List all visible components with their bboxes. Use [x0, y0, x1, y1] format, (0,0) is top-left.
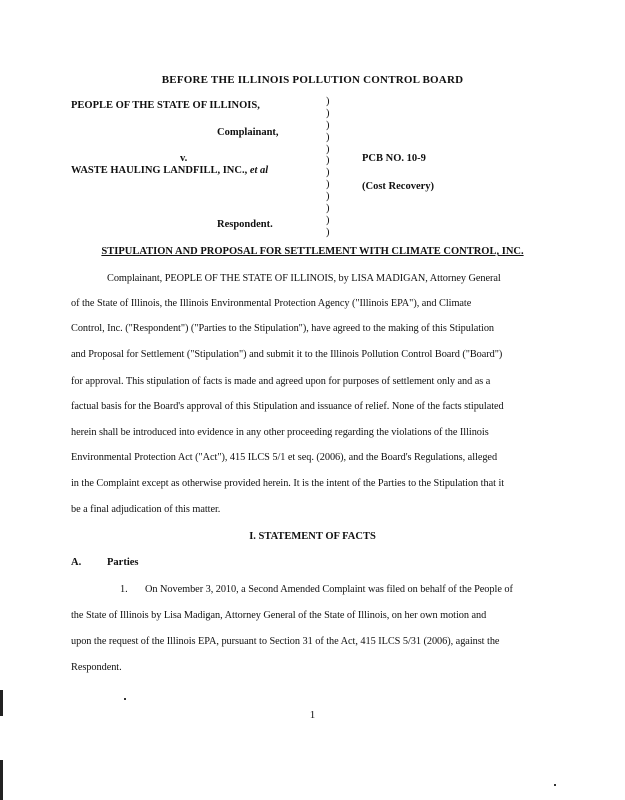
- caption-paren: ): [326, 191, 330, 203]
- intro-line: Control, Inc. ("Respondent") ("Parties to the Stipulation"), have agreed to the making of this Stipulation: [71, 323, 495, 334]
- paragraph-line: upon the request of the Illinois EPA, pursuant to Section 31 of the Act, 415 ILCS 5/31 (2006), against the: [71, 636, 500, 647]
- case-number: PCB NO. 10-9: [362, 153, 426, 164]
- subsection-letter: A.: [71, 557, 82, 568]
- caption-plaintiff: PEOPLE OF THE STATE OF ILLINOIS,: [71, 100, 260, 111]
- paragraph-line: On November 3, 2010, a Second Amended Complaint was filed on behalf of the People of: [145, 584, 513, 595]
- caption-paren: ): [326, 203, 330, 215]
- intro-line: Environmental Protection Act ("Act"), 415 ILCS 5/1 et seq. (2006), and the Board's Regulations, alleged: [71, 452, 498, 463]
- intro-line: of the State of Illinois, the Illinois Environmental Protection Agency ("Illinois EPA"), and Climate: [71, 298, 472, 309]
- intro-line: be a final adjudication of this matter.: [71, 504, 221, 515]
- caption-paren: ): [326, 96, 330, 107]
- caption-paren: ): [326, 143, 330, 155]
- caption-defendant: [71, 165, 268, 176]
- intro-line: factual basis for the Board's approval of this Stipulation and issuance of relief. None of the facts stipulated: [71, 401, 504, 412]
- caption-complainant-label: Complainant,: [217, 127, 279, 138]
- caption-paren: ): [326, 179, 330, 191]
- intro-line: and Proposal for Settlement ("Stipulation") and submit it to the Illinois Pollution Control Board ("Board"): [71, 349, 503, 360]
- scan-edge-mark: [0, 760, 3, 800]
- scan-speck: [554, 784, 556, 786]
- page-number: 1: [309, 709, 316, 721]
- paragraph-number: 1.: [120, 584, 128, 595]
- intro-line: herein shall be introduced into evidence in any other proceeding regarding the violations of the Illinois: [71, 427, 489, 438]
- caption-paren: ): [326, 107, 330, 119]
- scan-speck: [124, 698, 126, 700]
- paragraph-line: the State of Illinois by Lisa Madigan, Attorney General of the State of Illinois, on her own motion and: [71, 610, 487, 621]
- caption-paren: ): [326, 155, 330, 167]
- subsection-title: Parties: [107, 557, 139, 568]
- caption-defendant-name: WASTE HAULING LANDFILL, INC.,: [71, 165, 248, 176]
- caption-paren-column: [326, 96, 330, 239]
- caption-paren: ): [326, 131, 330, 143]
- caption-respondent-label: Respondent.: [217, 219, 273, 230]
- caption-paren: ): [326, 214, 330, 226]
- stipulation-title: STIPULATION AND PROPOSAL FOR SETTLEMENT WITH CLIMATE CONTROL, INC.: [101, 246, 524, 257]
- paragraph-line: Respondent.: [71, 662, 122, 673]
- caption-defendant-suffix: et al: [249, 165, 269, 176]
- intro-line: Complainant, PEOPLE OF THE STATE OF ILLINOIS, by LISA MADIGAN, Attorney General: [107, 273, 501, 284]
- caption-versus: v.: [180, 153, 188, 164]
- caption-paren: ): [326, 119, 330, 131]
- caption-paren: ): [326, 226, 330, 238]
- intro-line: in the Complaint except as otherwise provided herein. It is the intent of the Parties to the Stipulation that it: [71, 478, 505, 489]
- board-heading: BEFORE THE ILLINOIS POLLUTION CONTROL BOARD: [161, 74, 464, 86]
- case-type: (Cost Recovery): [362, 181, 435, 192]
- caption-paren: ): [326, 167, 330, 179]
- intro-line: for approval. This stipulation of facts is made and agreed upon for purposes of settlement only and as a: [71, 376, 491, 387]
- section-heading: I. STATEMENT OF FACTS: [249, 531, 376, 542]
